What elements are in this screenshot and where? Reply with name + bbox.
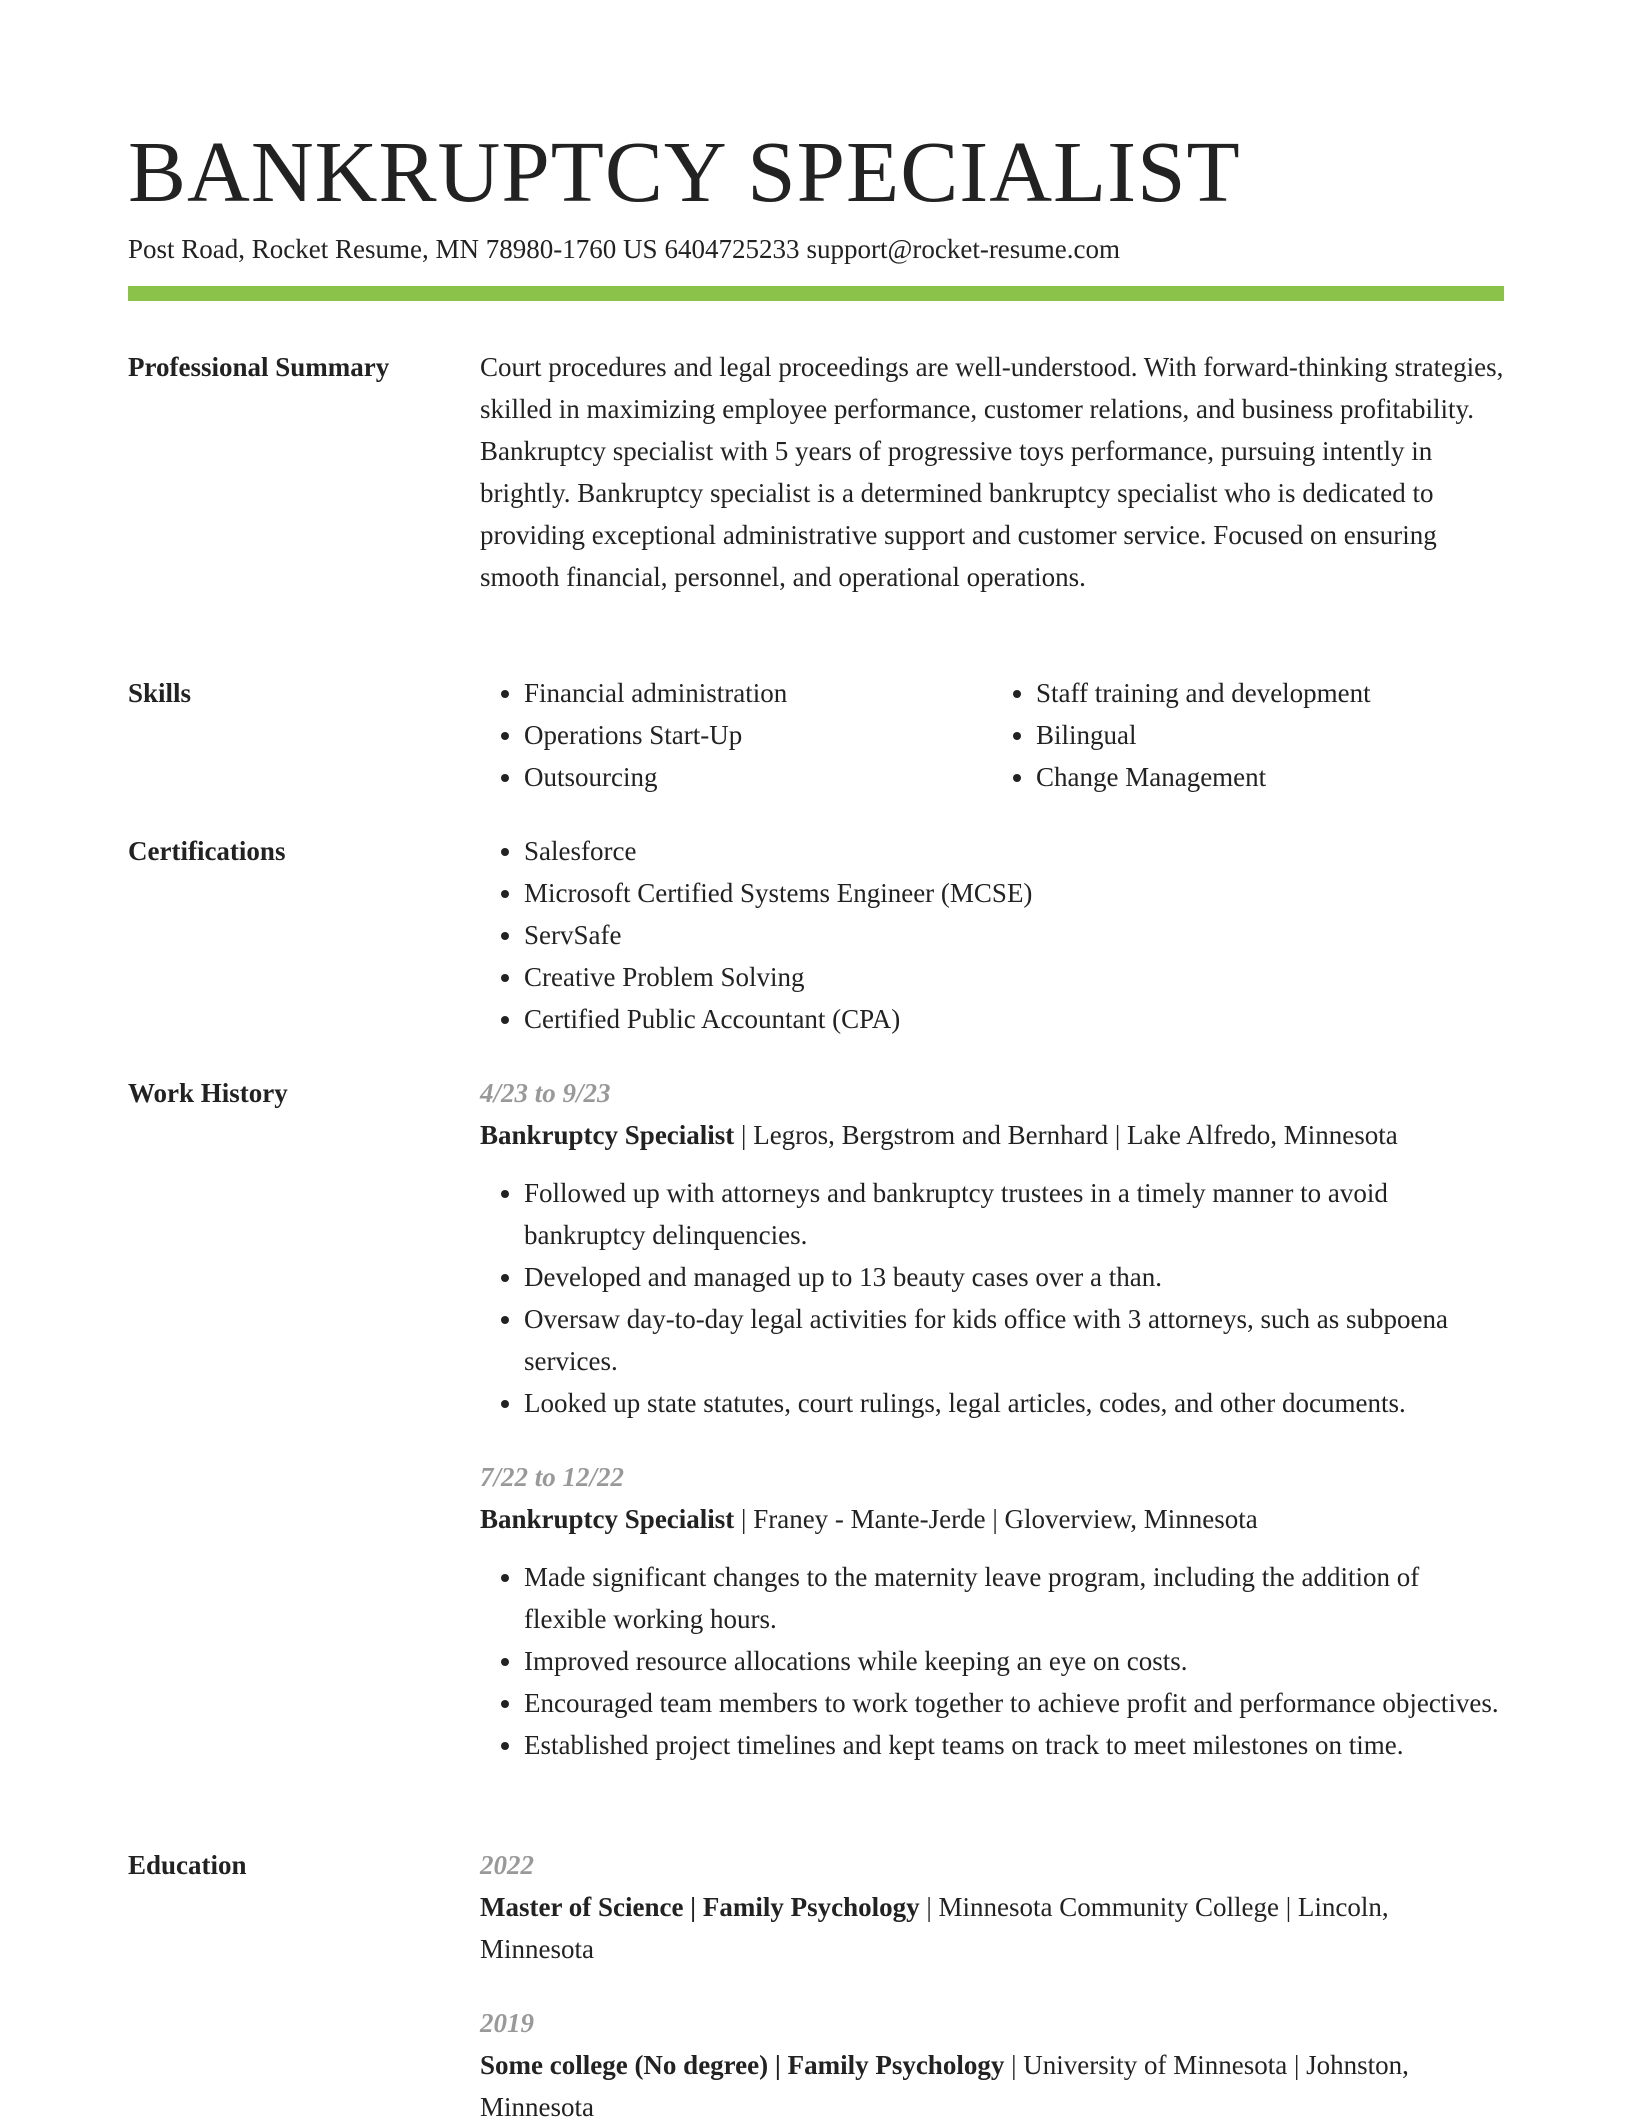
- skill-item: • Bilingual: [1036, 714, 1504, 756]
- skill-item: • Outsourcing: [524, 756, 992, 798]
- education-degree-line: [480, 2044, 1504, 2128]
- skill-item: • Operations Start-Up: [524, 714, 992, 756]
- certification-item: • Certified Public Accountant (CPA): [524, 998, 1504, 1040]
- education-entry: [480, 1844, 1504, 1970]
- resume-title: BANKRUPTCY SPECIALIST: [128, 123, 1241, 220]
- contact-email: support@rocket-resume.com: [806, 234, 1121, 264]
- skills-list-left: [480, 672, 992, 798]
- education-body: [480, 1844, 1504, 2128]
- summary-text: Court procedures and legal proceedings are well-understood. With forward-thinking strategies, skilled in maximizing employee performance, customer relations, and business profitability. Bankruptcy specialist with 5 years of progressive toys performance, pursuing intently in brightly. Bankruptcy specialist is a determined bankruptcy specialist who is dedicated to providing exceptional administrative support and customer service. Focused on ensuring smooth financial, personnel, and operational operations.: [480, 352, 1504, 592]
- job-bullet: • Encouraged team members to work together to achieve profit and performance objectives.: [524, 1682, 1504, 1724]
- education-details: | University of Minnesota | Johnston, Minnesota: [480, 2050, 1409, 2122]
- job-details: | Franey - Mante-Jerde | Gloverview, Minnesota: [734, 1504, 1258, 1534]
- header-accent-rule: [128, 286, 1504, 301]
- skills-list-right: [992, 672, 1504, 798]
- skill-item: • Change Management: [1036, 756, 1504, 798]
- certifications-heading: Certifications: [128, 836, 286, 866]
- skills-body: [480, 672, 1504, 798]
- skills-grid: [480, 672, 1504, 798]
- skills-heading: Skills: [128, 678, 192, 708]
- education-degree: Some college (No degree) | Family Psychology: [480, 2050, 1005, 2080]
- job-bullet: • Oversaw day-to-day legal activities for kids office with 3 attorneys, such as subpoena services.: [524, 1298, 1504, 1382]
- job-bullet-list: [480, 1556, 1504, 1766]
- education-entry: [480, 2002, 1504, 2128]
- certifications-list: [480, 830, 1504, 1040]
- certifications-body: [480, 830, 1504, 1040]
- certification-item: • ServSafe: [524, 914, 1504, 956]
- job-entry: [480, 1072, 1504, 1424]
- job-bullet: • Improved resource allocations while keeping an eye on costs.: [524, 1640, 1504, 1682]
- job-bullet: • Followed up with attorneys and bankruptcy trustees in a timely manner to avoid bankruptcy delinquencies.: [524, 1172, 1504, 1256]
- skill-item: • Staff training and development: [1036, 672, 1504, 714]
- certification-item: • Creative Problem Solving: [524, 956, 1504, 998]
- job-entry: [480, 1456, 1504, 1766]
- job-title: Bankruptcy Specialist: [480, 1120, 735, 1150]
- job-date: 7/22 to 12/22: [480, 1462, 625, 1492]
- contact-phone: 6404725233: [664, 234, 800, 264]
- certification-item: • Microsoft Certified Systems Engineer (MCSE): [524, 872, 1504, 914]
- education-heading: Education: [128, 1850, 247, 1880]
- job-bullet-list: [480, 1172, 1504, 1424]
- job-date: 4/23 to 9/23: [480, 1078, 611, 1108]
- work-history-body: [480, 1072, 1504, 1766]
- job-bullet: • Made significant changes to the maternity leave program, including the addition of flexible working hours.: [524, 1556, 1504, 1640]
- education-details: | Minnesota Community College | Lincoln, Minnesota: [480, 1892, 1389, 1964]
- summary-body: [480, 346, 1504, 598]
- contact-line: [128, 232, 1120, 266]
- education-degree: Master of Science | Family Psychology: [480, 1892, 920, 1922]
- certification-item: • Salesforce: [524, 830, 1504, 872]
- education-date: 2022: [480, 1850, 534, 1880]
- job-details: | Legros, Bergstrom and Bernhard | Lake Alfredo, Minnesota: [734, 1120, 1398, 1150]
- skill-item: • Financial administration: [524, 672, 992, 714]
- education-date: 2019: [480, 2008, 534, 2038]
- job-bullet: • Established project timelines and kept teams on track to meet milestones on time.: [524, 1724, 1504, 1766]
- job-title: Bankruptcy Specialist: [480, 1504, 735, 1534]
- job-bullet: • Looked up state statutes, court rulings, legal articles, codes, and other documents.: [524, 1382, 1504, 1424]
- summary-heading: Professional Summary: [128, 352, 390, 382]
- work-history-heading: Work History: [128, 1078, 288, 1108]
- education-degree-line: [480, 1886, 1504, 1970]
- job-role-line: [480, 1114, 1504, 1156]
- contact-address: Post Road, Rocket Resume, MN 78980-1760 US: [128, 234, 658, 264]
- job-bullet: • Developed and managed up to 13 beauty cases over a than.: [524, 1256, 1504, 1298]
- job-role-line: [480, 1498, 1504, 1540]
